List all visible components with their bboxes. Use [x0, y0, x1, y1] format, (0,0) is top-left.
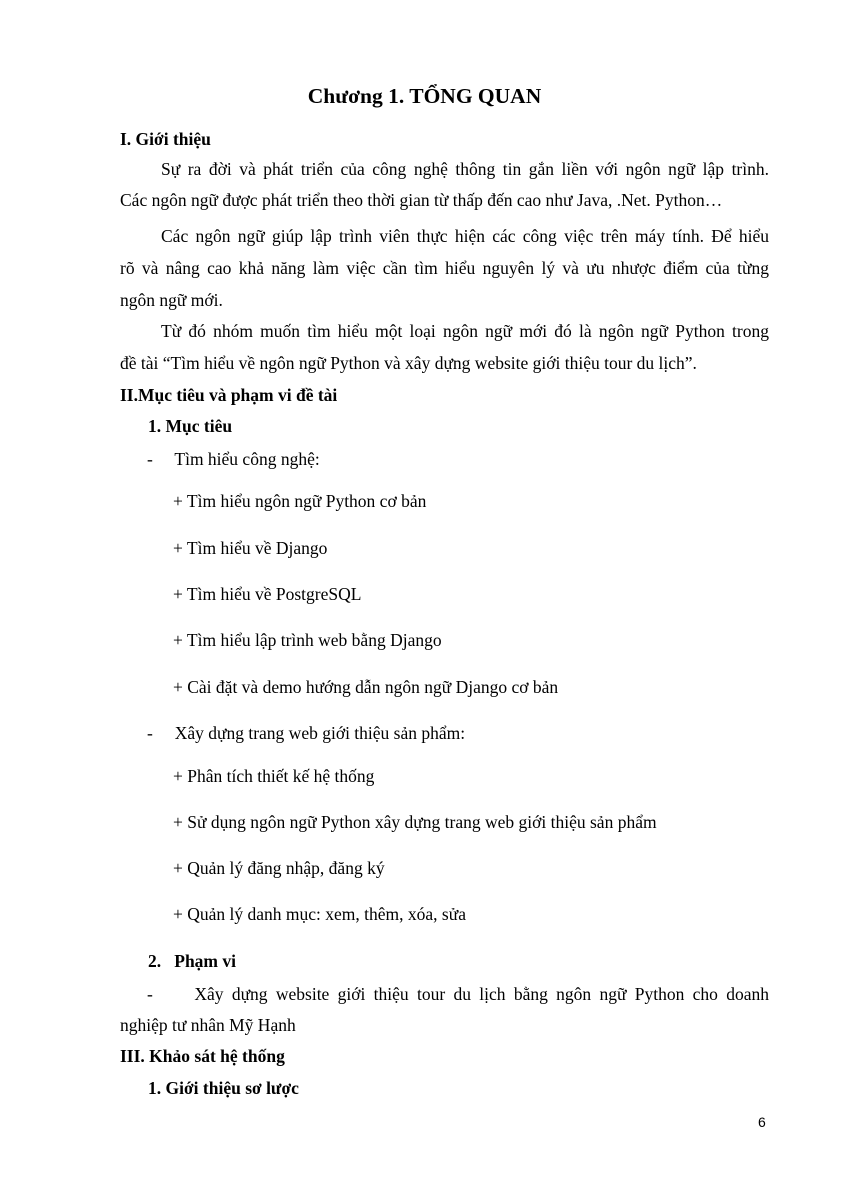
tech-list-item: + Cài đặt và demo hướng dẫn ngôn ngữ Django cơ bản	[173, 677, 559, 697]
scope-line-1: - Xây dựng website giới thiệu tour du lịch bằng ngôn ngữ Python cho doanh	[147, 984, 769, 1004]
tech-list-item: + Tìm hiểu ngôn ngữ Python cơ bản	[173, 491, 427, 511]
intro-paragraph-1-line-1: Sự ra đời và phát triển của công nghệ thông tin gắn liền với ngôn ngữ lập trình.	[161, 159, 769, 179]
web-list-item: + Sử dụng ngôn ngữ Python xây dựng trang web giới thiệu sản phẩm	[173, 812, 657, 832]
chapter-title: Chương 1. TỔNG QUAN	[307, 84, 542, 108]
intro-paragraph-2-line-1: Các ngôn ngữ giúp lập trình viên thực hiện các công việc trên máy tính. Để hiểu	[161, 226, 769, 246]
intro-paragraph-1-line-2: Các ngôn ngữ được phát triển theo thời gian từ thấp đến cao như Java, .Net. Python…	[120, 190, 723, 210]
goal-bullet-technology: - Tìm hiểu công nghệ:	[147, 449, 320, 469]
intro-paragraph-2-line-2: rõ và nâng cao khả năng làm việc cần tìm hiểu nguyên lý và ưu nhược điểm của từng	[120, 258, 769, 278]
web-list-item: + Phân tích thiết kế hệ thống	[173, 766, 375, 786]
section-heading-survey: III. Khảo sát hệ thống	[120, 1046, 285, 1066]
subsection-heading-scope: 2. Phạm vi	[148, 951, 236, 971]
tech-list-item: + Tìm hiểu về PostgreSQL	[173, 584, 362, 604]
web-list-item: + Quản lý danh mục: xem, thêm, xóa, sửa	[173, 904, 466, 924]
goal-bullet-website: - Xây dựng trang web giới thiệu sản phẩm:	[147, 723, 466, 743]
tech-list-item: + Tìm hiểu về Django	[173, 538, 328, 558]
section-heading-goals: II.Mục tiêu và phạm vi đề tài	[120, 385, 338, 405]
tech-list-item: + Tìm hiểu lập trình web bằng Django	[173, 630, 442, 650]
scope-line-2: nghiệp tư nhân Mỹ Hạnh	[120, 1015, 296, 1035]
intro-paragraph-3-line-2: đề tài “Tìm hiểu về ngôn ngữ Python và xây dựng website giới thiệu tour du lịch”.	[120, 353, 697, 373]
intro-paragraph-3-line-1: Từ đó nhóm muốn tìm hiểu một loại ngôn ngữ mới đó là ngôn ngữ Python trong	[161, 321, 769, 341]
page-number: 6	[758, 1114, 766, 1130]
web-list-item: + Quản lý đăng nhập, đăng ký	[173, 858, 385, 878]
subsection-heading-goals: 1. Mục tiêu	[148, 416, 233, 436]
section-heading-intro: I. Giới thiệu	[120, 129, 211, 149]
subsection-heading-overview: 1. Giới thiệu sơ lược	[148, 1078, 299, 1098]
intro-paragraph-2-line-3: ngôn ngữ mới.	[120, 290, 223, 310]
